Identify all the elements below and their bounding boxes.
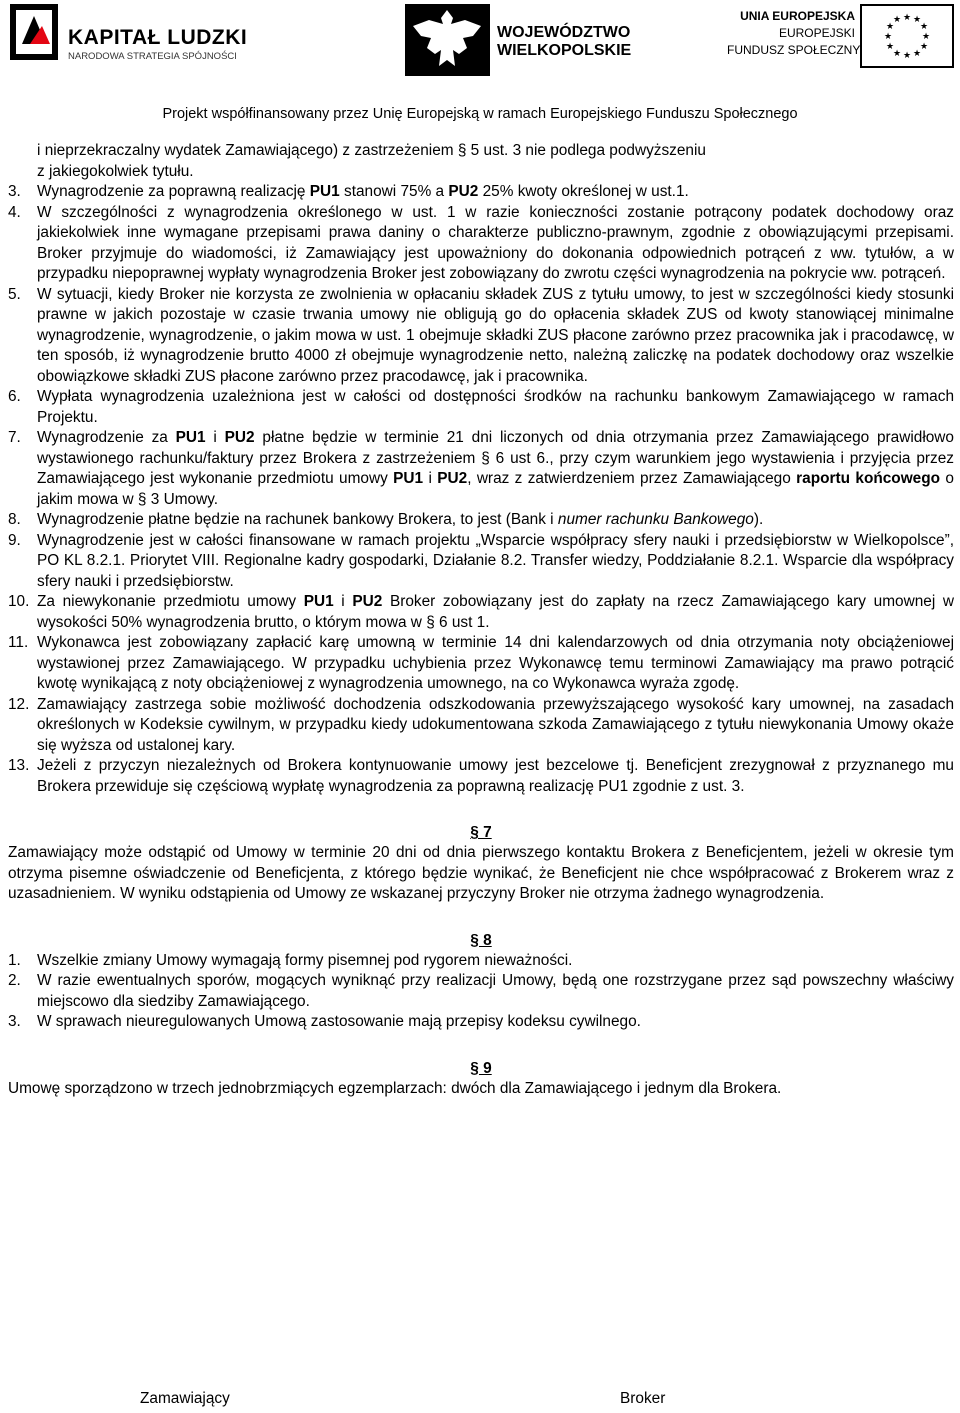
list-item-text: W sytuacji, kiedy Broker nie korzysta ze zwolnienia w opłacaniu składek ZUS z tytułu umowy, to jest w szczególności kiedy stosunki prawne w jakich pozostaje w czasie trwania umowy nie obligują go do opłacenia składek ZUS od kwoty stanowiącej minimalne wynagrodzenie, wynagrodzenie, o jakim mowa w ust. 1 obejmuje składki ZUS płacone zarówno przez pracownika jak i pracodawcę, w ten sposób, iż wynagrodzenie brutto 4000 zł obejmuje wynagrodzenie netto, należną zaliczkę na podatek dochodowy oraz wszelkie obowiązkowe składki ZUS płacone zarówno przez pracodawcę, jak i pracownika. (37, 285, 954, 385)
continuation-block (8, 141, 954, 182)
list-item (8, 203, 954, 285)
eu-line1: UNIA EUROPEJSKA (740, 9, 855, 23)
eu-logo (705, 4, 955, 76)
list-item-number: 2. (8, 972, 21, 989)
list-item-text: W razie ewentualnych sporów, mogących wyniknąć przy realizacji Umowy, będą one rozstrzygane przez sąd powszechny właściwy miejscowo dla siedziby Zamawiającego. (37, 972, 954, 1010)
wielkopolska-text (497, 24, 631, 60)
list-item-text: Wypłata wynagrodzenia uzależniona jest w całości od dostępności środków na rachunku bankowym Zamawiającego w ramach Projektu. (37, 388, 954, 426)
svg-text:★: ★ (902, 51, 912, 61)
list-item-text: Wykonawca jest zobowiązany zapłacić karę umowną w terminie 14 dni kalendarzowych od dnia otrzymania noty obciążeniowej wystawionej przez Zamawiającego. W przypadku uchybienia przez Wykonawcę temu terminowi Zamawiający ma prawo potrącić kwotę wynikającą z noty obciążeniowej z wynagrodzenia umownego, na co Wykonawca wyraża zgodę. (37, 634, 954, 692)
svg-text:★: ★ (912, 49, 922, 59)
wielkopolska-line2: WIELKOPOLSKIE (497, 42, 632, 59)
list-item-number: 9. (8, 531, 21, 549)
section8-items (8, 951, 954, 1033)
list-item (8, 756, 954, 797)
svg-text:★: ★ (885, 22, 895, 32)
kapital-ludzki-subtitle: NARODOWA STRATEGIA SPÓJNOŚCI (68, 51, 237, 62)
svg-text:★: ★ (919, 42, 929, 52)
list-item-text: Wynagrodzenie płatne będzie na rachunek bankowy Brokera, to jest (Bank i numer rachunku Bankowego). (37, 511, 764, 528)
list-item-number: 10. (8, 593, 30, 610)
list-item-text: Wynagrodzenie jest w całości finansowane w ramach projektu „Wsparcie współpracy sfery nauki i przedsiębiorstw w Wielkopolsce”, PO KL 8.2.1. Priorytet VIII. Regionalne kadry gospodarki, Działanie 8.2. Transfer wiedzy, Poddziałanie 8.2.1. Wsparcie dla współpracy sfery nauki i przedsiębiorstw. (37, 531, 954, 590)
list-item (8, 951, 954, 972)
eu-stars-icon (862, 6, 952, 66)
svg-text:★: ★ (892, 49, 902, 59)
svg-text:★: ★ (921, 32, 931, 42)
svg-text:★: ★ (902, 13, 912, 23)
list-item (8, 695, 954, 757)
continuation-line: i nieprzekraczalny wydatek Zamawiającego) z zastrzeżeniem § 5 ust. 3 nie podlega podwyższeniu (37, 142, 706, 159)
eu-flag-icon (860, 4, 954, 68)
page-header (0, 0, 960, 130)
list-item-number: 3. (8, 1013, 21, 1030)
list-item (8, 971, 954, 1012)
cofinance-note: Projekt współfinansowany przez Unię Europejską w ramach Europejskiego Funduszu Społecznego (162, 106, 798, 122)
section-heading-9: § 9 (470, 1059, 492, 1077)
svg-text:★: ★ (912, 15, 922, 25)
svg-text:★: ★ (885, 42, 895, 52)
list-item-number: 6. (8, 388, 21, 405)
eu-text (727, 8, 861, 59)
list-item (8, 531, 954, 593)
list-item (8, 428, 954, 510)
list-item-number: 1. (8, 951, 21, 969)
list-item (8, 510, 954, 531)
list-item (8, 387, 954, 428)
wielkopolska-logo (405, 4, 645, 76)
list-item-text: Wynagrodzenie za poprawną realizację PU1 stanowi 75% a PU2 25% kwoty określonej w ust.1. (37, 183, 689, 200)
list-item-number: 4. (8, 203, 21, 221)
kapital-ludzki-logo (10, 4, 248, 64)
list-item (8, 633, 954, 695)
list-item-text: Za niewykonanie przedmiotu umowy PU1 i PU2 Broker zobowiązany jest do zapłaty na rzecz Zamawiającego kary umownej w wysokości 50% wynagrodzenia brutto, o którym mowa w § 6 ust 1. (37, 593, 954, 631)
continuation-line: z jakiegokolwiek tytułu. (37, 162, 194, 180)
section-heading-8: § 8 (470, 931, 492, 949)
section6-items (8, 182, 954, 797)
list-item-number: 8. (8, 511, 21, 528)
kapital-ludzki-title: KAPITAŁ LUDZKI (68, 26, 248, 49)
svg-text:★: ★ (883, 32, 893, 42)
list-item-text: W sprawach nieuregulowanych Umową zastosowanie mają przepisy kodeksu cywilnego. (37, 1013, 641, 1030)
list-item (8, 1012, 954, 1033)
list-item-text: Wszelkie zmiany Umowy wymagają formy pisemnej pod rygorem nieważności. (37, 951, 573, 969)
list-item-text: W szczególności z wynagrodzenia określonego w ust. 1 w razie konieczności zostanie potrącony podatek dochodowy oraz jakiekolwiek inne wymagane przepisami prawa daniny o charakterze publiczno-prawnym, zgodnie z obowiązującymi przepisami. Broker przyjmuje do wiadomości, iż Zamawiający jest upoważniony do dokonania odpowiednich potrąceń z ww. tytułów, a w przypadku niepoprawnej wypłaty wynagrodzenia Broker jest zobowiązany do zwrotu części wynagrodzenia na pokrycie ww. potrąceń. (37, 203, 954, 282)
section9-text: Umowę sporządzono w trzech jednobrzmiących egzemplarzach: dwóch dla Zamawiającego i jednym dla Brokera. (8, 1079, 782, 1097)
signature-zamawiajacy: Zamawiający (140, 1390, 230, 1407)
svg-text:★: ★ (892, 15, 902, 25)
eu-line3: FUNDUSZ SPOŁECZNY (727, 43, 861, 57)
section7-text: Zamawiający może odstąpić od Umowy w terminie 20 dni od dnia pierwszego kontaktu Brokera z Beneficjentem, jeżeli w okresie tym otrzyma pisemne oświadczenie od Beneficjenta, z którego będzie wynikać, że Beneficjent nie chce współpracować z Brokerem wraz z uzasadnieniem. W wyniku odstąpienia od Umowy ze wskazanej przyczyny Broker nie otrzyma żadnego wynagrodzenia. (8, 844, 954, 902)
svg-text:★: ★ (919, 22, 929, 32)
list-item-number: 7. (8, 429, 21, 446)
section-heading-7: § 7 (470, 824, 492, 841)
eu-line2: EUROPEJSKI (778, 26, 855, 40)
list-item (8, 285, 954, 388)
document-body (8, 141, 954, 1099)
list-item-number: 13. (8, 757, 30, 774)
wielkopolska-line1: WOJEWÓDZTWO (497, 24, 631, 41)
list-item-number: 12. (8, 695, 30, 713)
kapital-ludzki-flag-icon (10, 4, 58, 60)
signature-broker: Broker (620, 1390, 666, 1407)
list-item-number: 11. (8, 634, 29, 651)
list-item (8, 592, 954, 633)
list-item-number: 5. (8, 285, 21, 303)
list-item-text: Wynagrodzenie za PU1 i PU2 płatne będzie w terminie 21 dni liczonych od dnia otrzymania przez Zamawiającego prawidłowo wystawionego rachunku/faktury przez Brokera z zastrzeżeniem § 6 ust 6., przy czym warunkiem jego wystawienia i przyjęcia przez Zamawiającego jest wykonanie przedmiotu umowy PU1 i PU2, wraz z zatwierdzeniem przez Zamawiającego raportu końcowego o jakim mowa w § 3 Umowy. (37, 429, 954, 508)
list-item-text: Jeżeli z przyczyn niezależnych od Brokera kontynuowanie umowy jest bezcelowe tj. Beneficjent zrezygnował z przyznanego mu Brokera przewiduje się częściową wypłatę wynagrodzenia za poprawną realizację PU1 zgodnie z ust. 3. (37, 757, 954, 795)
list-item-number: 3. (8, 183, 21, 200)
list-item (8, 182, 954, 203)
list-item-text: Zamawiający zastrzega sobie możliwość dochodzenia odszkodowania przewyższającego wysokość kary umownej, na zasadach określonych w Kodeksie cywilnym, w przypadku kiedy udokumentowana szkoda Zamawiającego z tytułu niewykonania Umowy okaże się wyższa od ustalonej kary. (37, 695, 954, 754)
eagle-icon (405, 4, 490, 76)
